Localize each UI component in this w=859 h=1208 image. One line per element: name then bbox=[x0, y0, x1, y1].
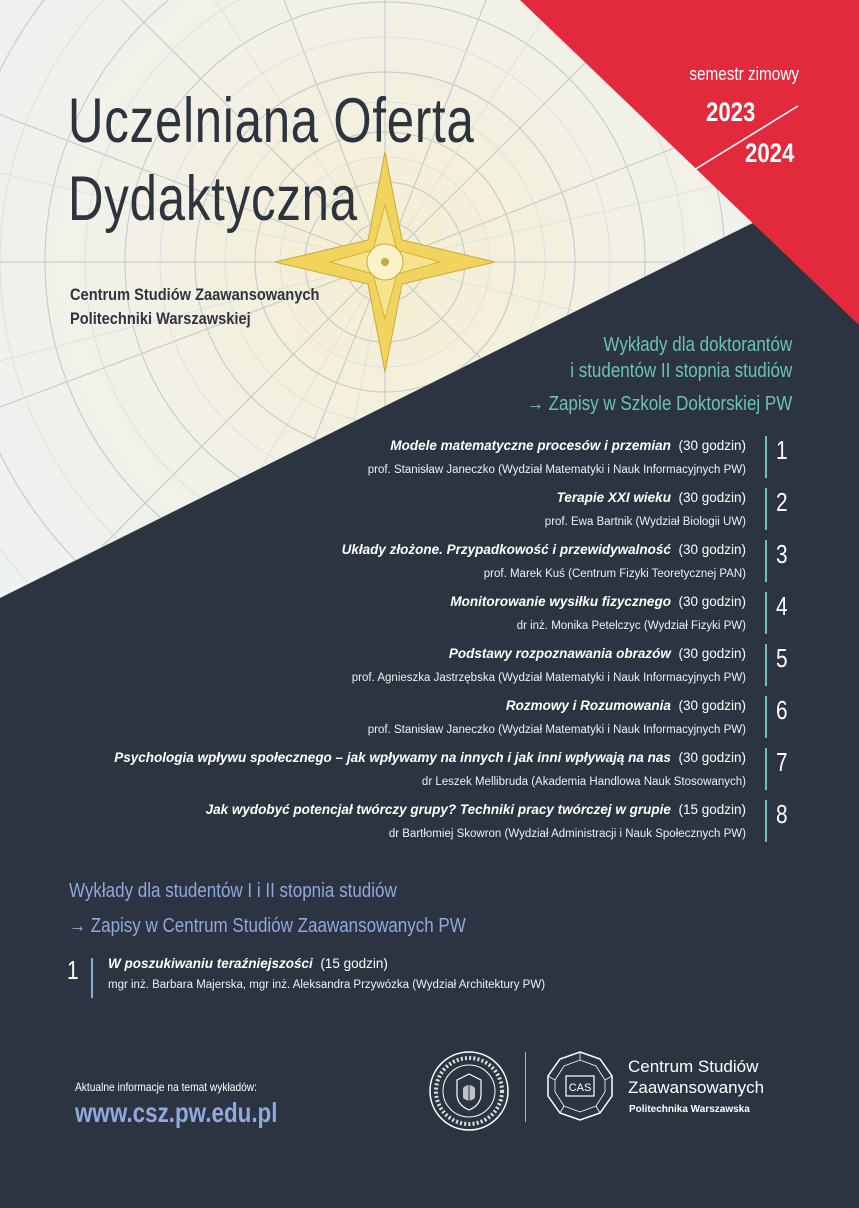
lecture-number: 7 bbox=[776, 747, 788, 777]
section2-enroll-text: Zapisy w Centrum Studiów Zaawansowanych PW bbox=[90, 915, 466, 937]
lecture-item bbox=[450, 593, 746, 635]
lecture-author: dr Bartłomiej Skowron (Wydział Administracji i Nauk Społecznych PW) bbox=[388, 828, 746, 840]
section2-heading: Wykłady dla studentów I i II stopnia studiów bbox=[69, 880, 397, 902]
lecture-hours: (30 godzin) bbox=[678, 438, 746, 453]
lecture-author: prof. Marek Kuś (Centrum Fizyki Teoretycznej PAN) bbox=[483, 568, 746, 580]
csz-name-line-1: Centrum Studiów bbox=[628, 1057, 759, 1076]
lecture-number: 6 bbox=[776, 695, 788, 725]
lecture-title-line bbox=[368, 437, 746, 455]
lecture-author: prof. Agnieszka Jastrzębska (Wydział Matematyki i Nauk Informacyjnych PW) bbox=[351, 672, 746, 684]
arrow-right-icon: → bbox=[69, 915, 91, 937]
lecture-title-line bbox=[206, 801, 746, 819]
lecture-divider bbox=[765, 800, 767, 842]
pw-seal-logo bbox=[428, 1050, 510, 1132]
section2-lecture-author: mgr inż. Barbara Majerska, mgr inż. Aleksandra Przywózka (Wydział Architektury PW) bbox=[108, 979, 546, 991]
lecture-divider bbox=[765, 696, 767, 738]
csz-name bbox=[628, 1056, 764, 1098]
lecture-title: Układy złożone. Przypadkowość i przewidywalność bbox=[341, 542, 671, 557]
page-title bbox=[68, 82, 475, 238]
lecture-title-line bbox=[352, 645, 746, 663]
lecture-author: prof. Ewa Bartnik (Wydział Biologii UW) bbox=[544, 516, 746, 528]
lecture-hours: (30 godzin) bbox=[678, 750, 746, 765]
lecture-divider bbox=[765, 644, 767, 686]
year-end: 2024 bbox=[745, 138, 795, 168]
lecture-divider bbox=[765, 540, 767, 582]
lecture-title: Jak wydobyć potencjał twórczy grupy? Techniki pracy twórczej w grupie bbox=[205, 802, 671, 817]
csz-logo bbox=[544, 1050, 616, 1122]
lecture-item bbox=[114, 749, 746, 791]
lecture-title: Psychologia wpływu społecznego – jak wpływamy na innych i jak inni wpływają na nas bbox=[114, 750, 671, 765]
lecture-title-line bbox=[114, 749, 746, 767]
section1-heading-line-1: Wykłady dla doktorantów bbox=[603, 334, 792, 356]
lecture-number: 1 bbox=[776, 435, 788, 465]
lecture-hours: (30 godzin) bbox=[678, 490, 746, 505]
lecture-author: dr Leszek Mellibruda (Akademia Handlowa Nauk Stosowanych) bbox=[421, 776, 746, 788]
lecture-title: Terapie XXI wieku bbox=[556, 490, 671, 505]
lecture-divider bbox=[765, 436, 767, 478]
lecture-hours: (30 godzin) bbox=[678, 542, 746, 557]
lecture-item bbox=[206, 801, 746, 843]
lecture-item bbox=[545, 489, 746, 531]
arrow-right-icon: → bbox=[526, 393, 549, 415]
subtitle-line-2: Politechniki Warszawskiej bbox=[70, 309, 251, 328]
lecture-divider bbox=[765, 592, 767, 634]
title-line-1: Uczelniana Oferta bbox=[68, 86, 475, 156]
lecture-title: Podstawy rozpoznawania obrazów bbox=[448, 646, 671, 661]
lecture-hours: (30 godzin) bbox=[678, 698, 746, 713]
lecture-title: Monitorowanie wysiłku fizycznego bbox=[450, 594, 671, 609]
csz-name-line-2: Zaawansowanych bbox=[628, 1078, 765, 1097]
lecture-title: Rozmowy i Rozumowania bbox=[505, 698, 671, 713]
lecture-title-line bbox=[450, 593, 746, 611]
lecture-item bbox=[342, 541, 746, 583]
lecture-number: 8 bbox=[776, 799, 788, 829]
subtitle-line-1: Centrum Studiów Zaawansowanych bbox=[70, 285, 320, 304]
lecture-hours: (15 godzin) bbox=[678, 802, 746, 817]
section2-lecture-divider bbox=[91, 958, 93, 998]
lecture-item bbox=[368, 697, 746, 739]
lecture-number: 3 bbox=[776, 539, 788, 569]
page-subtitle bbox=[70, 283, 319, 331]
section2-lecture-hours: (15 godzin) bbox=[320, 956, 388, 971]
semester-label: semestr zimowy bbox=[689, 64, 799, 84]
lecture-number: 5 bbox=[776, 643, 788, 673]
csz-monogram: CAS bbox=[568, 1082, 592, 1094]
lecture-hours: (30 godzin) bbox=[678, 594, 746, 609]
year-start: 2023 bbox=[706, 97, 756, 127]
lecture-hours: (30 godzin) bbox=[678, 646, 746, 661]
lecture-title-line bbox=[545, 489, 746, 507]
lecture-item bbox=[368, 437, 746, 479]
info-label: Aktualne informacje na temat wykładów: bbox=[75, 1080, 257, 1094]
website-link[interactable]: www.csz.pw.edu.pl bbox=[75, 1097, 278, 1128]
lecture-divider bbox=[765, 748, 767, 790]
lecture-title-line bbox=[368, 697, 746, 715]
lecture-number: 2 bbox=[776, 487, 788, 517]
section2-lecture-title-text: W poszukiwaniu teraźniejszości bbox=[108, 956, 313, 971]
section1-enroll-text: Zapisy w Szkole Doktorskiej PW bbox=[548, 393, 792, 415]
title-line-2: Dydaktyczna bbox=[68, 164, 358, 234]
lecture-number: 4 bbox=[776, 591, 788, 621]
section2-lecture-title bbox=[108, 956, 388, 971]
section1-heading bbox=[570, 332, 792, 384]
lecture-title-line bbox=[342, 541, 746, 559]
lecture-title: Modele matematyczne procesów i przemian bbox=[390, 438, 671, 453]
section1-enroll bbox=[527, 393, 792, 416]
lecture-author: dr inż. Monika Petelczyc (Wydział Fizyki PW) bbox=[516, 620, 746, 632]
lecture-item bbox=[352, 645, 746, 687]
lecture-author: prof. Stanisław Janeczko (Wydział Matematyki i Nauk Informacyjnych PW) bbox=[367, 464, 746, 476]
csz-subtitle: Politechnika Warszawska bbox=[629, 1104, 750, 1115]
logo-divider bbox=[525, 1052, 526, 1122]
section1-heading-line-2: i studentów II stopnia studiów bbox=[569, 360, 792, 382]
section2-enroll bbox=[69, 915, 466, 938]
lecture-author: prof. Stanisław Janeczko (Wydział Matematyki i Nauk Informacyjnych PW) bbox=[367, 724, 746, 736]
section2-lecture-number: 1 bbox=[67, 955, 79, 985]
lecture-divider bbox=[765, 488, 767, 530]
